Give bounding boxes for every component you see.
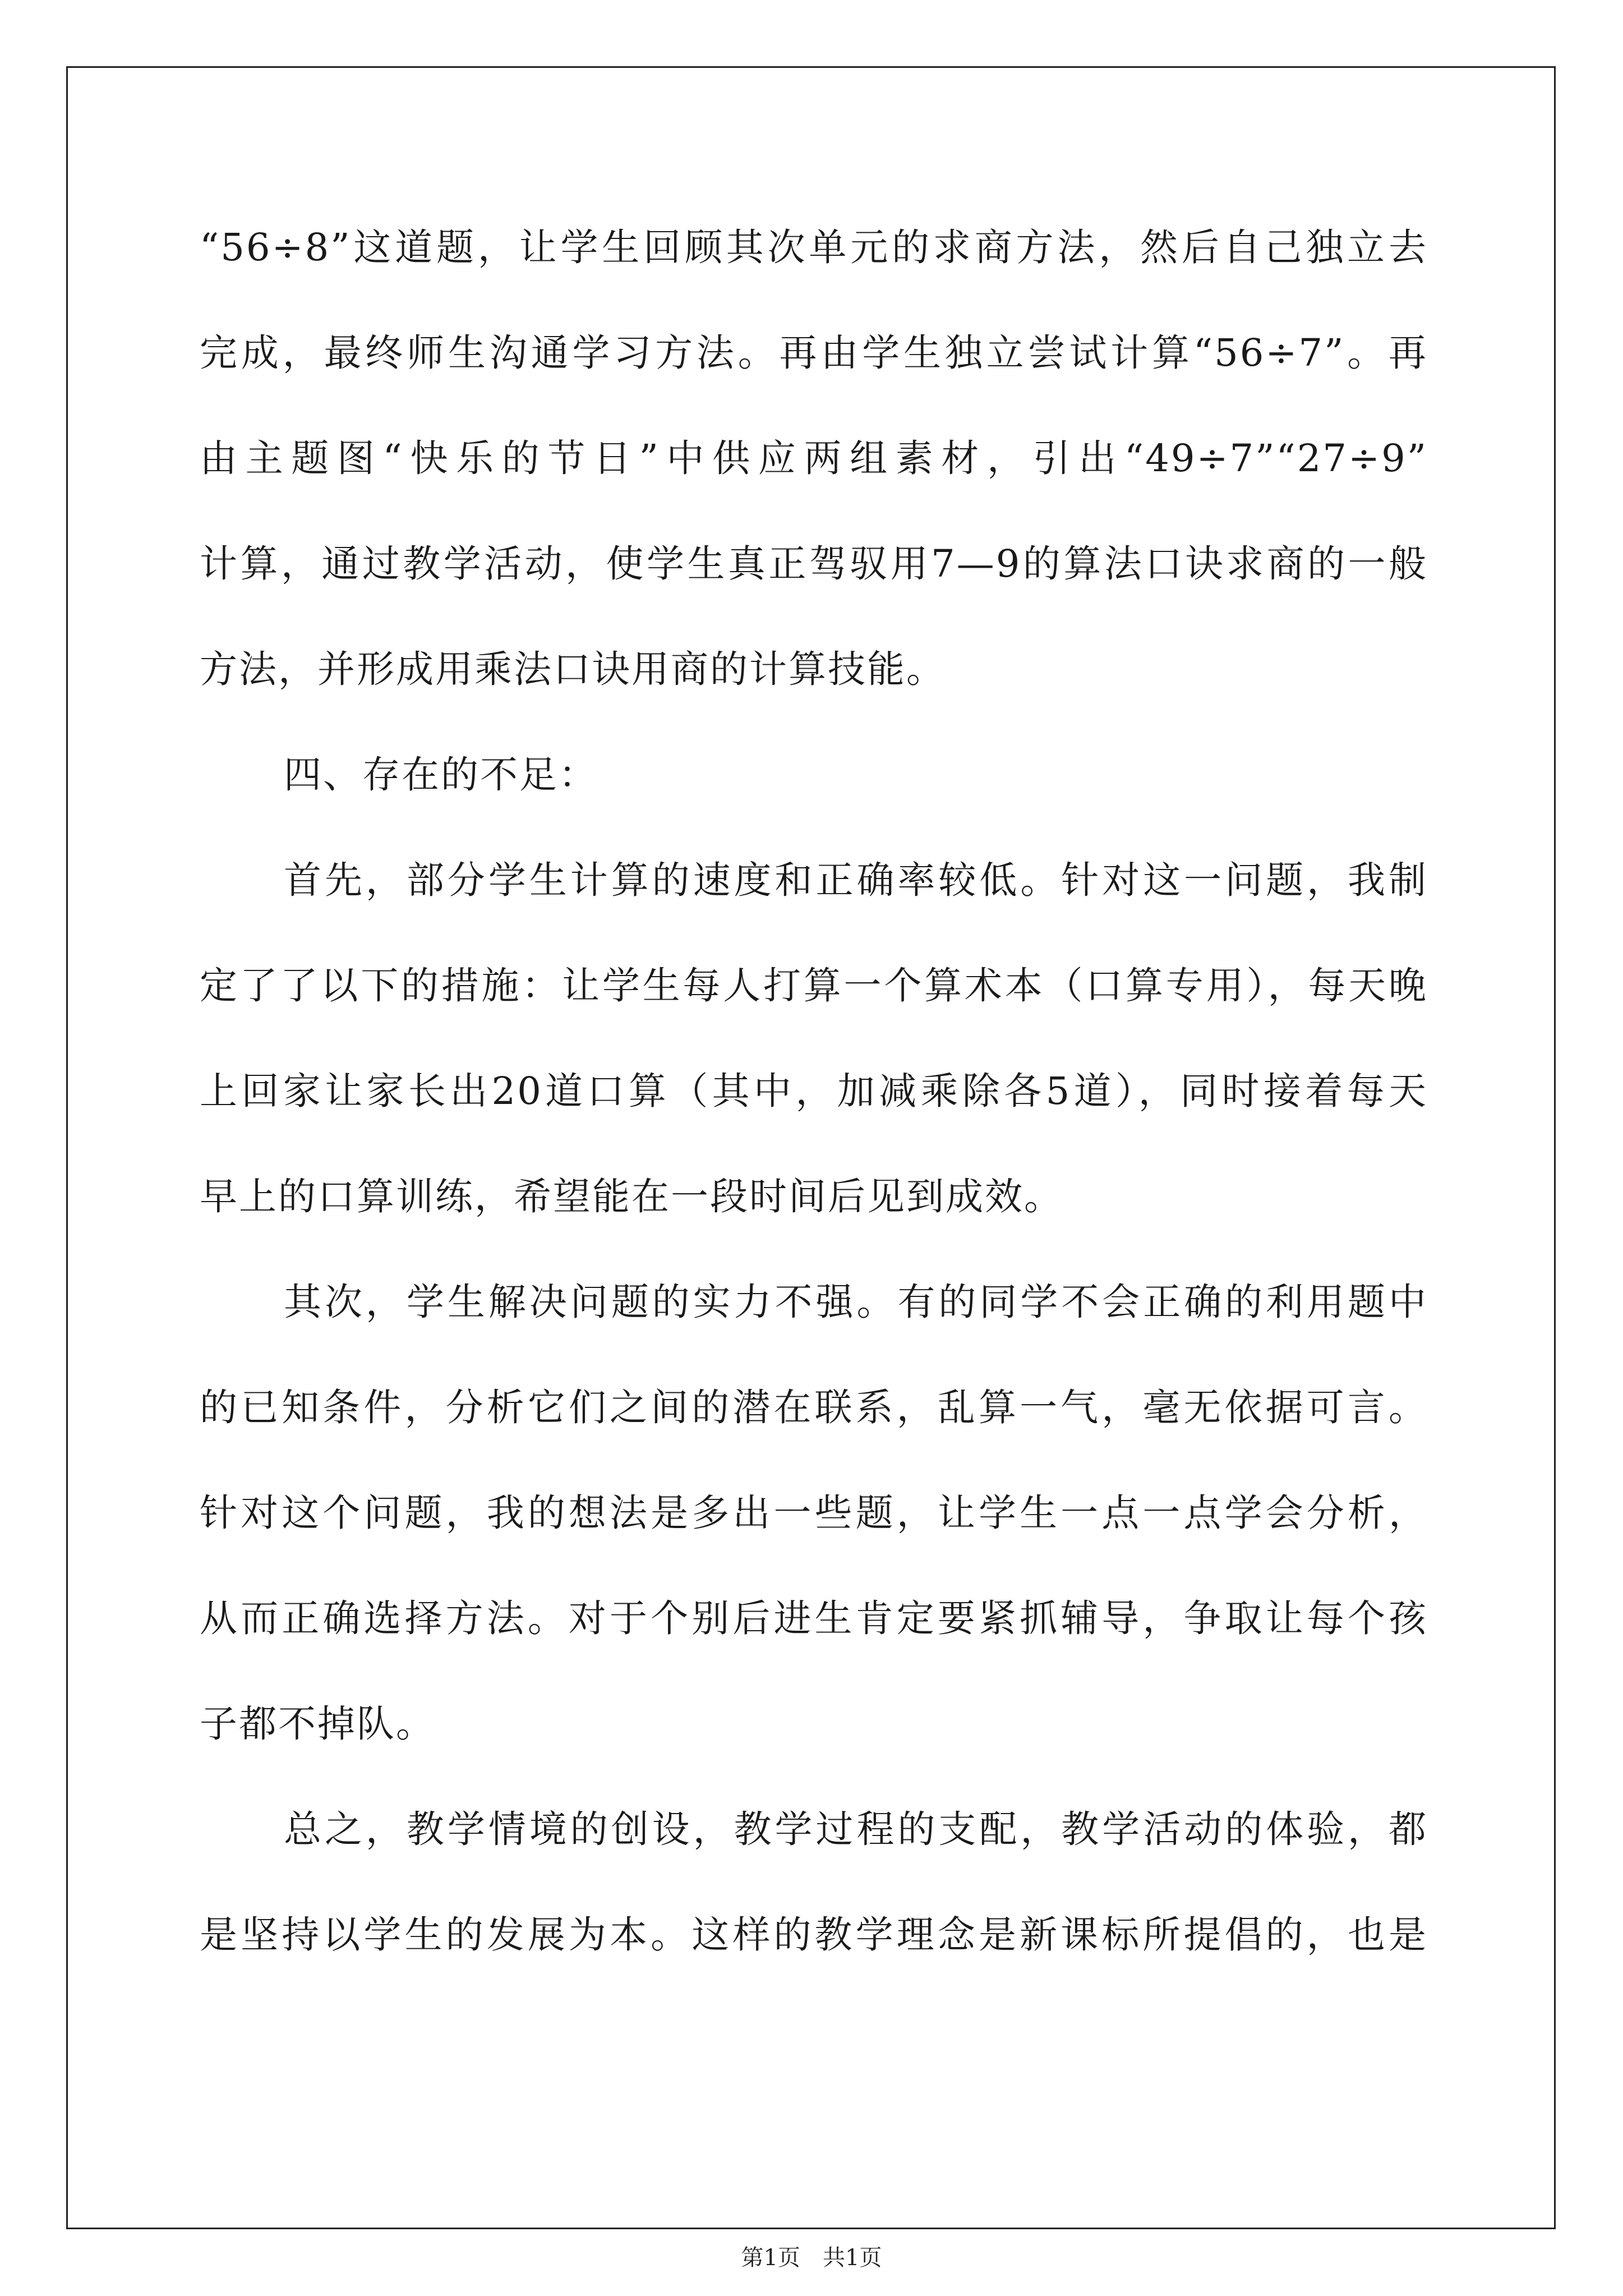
text-line: 的已知条件，分析它们之间的潜在联系，乱算一气，毫无依据可言。	[200, 1386, 1428, 1429]
document-body	[200, 222, 1428, 2015]
text-line: 完成，最终师生沟通学习方法。再由学生独立尝试计算“56÷7”。再	[200, 331, 1428, 375]
text-line: “56÷8”这道题，让学生回顾其次单元的求商方法，然后自己独立去	[200, 226, 1428, 269]
text-line: 针对这个问题，我的想法是多出一些题，让学生一点一点学会分析，	[200, 1491, 1428, 1535]
page-footer	[0, 2244, 1623, 2272]
section-heading: 四、存在的不足：	[284, 753, 598, 797]
page-total: 共1页	[823, 2245, 882, 2271]
text-line: 从而正确选择方法。对于个别后进生肯定要紧抓辅导，争取让每个孩	[200, 1596, 1428, 1640]
text-line: 方法，并形成用乘法口诀用商的计算技能。	[200, 647, 946, 691]
page-number: 第1页	[741, 2245, 800, 2271]
text-line: 早上的口算训练，希望能在一段时间后见到成效。	[200, 1175, 1063, 1218]
text-line: 其次，学生解决问题的实力不强。有的同学不会正确的利用题中	[284, 1280, 1428, 1324]
text-line: 定了了以下的措施：让学生每人打算一个算术本（口算专用），每天晚	[200, 964, 1428, 1007]
text-line: 由主题图“快乐的节日”中供应两组素材，引出“49÷7”“27÷9”	[200, 436, 1428, 480]
text-line: 总之，教学情境的创设，教学过程的支配，教学活动的体验，都	[284, 1807, 1428, 1851]
text-line: 首先，部分学生计算的速度和正确率较低。针对这一问题，我制	[284, 858, 1428, 902]
text-line: 是坚持以学生的发展为本。这样的教学理念是新课标所提倡的，也是	[200, 1913, 1428, 1957]
text-line: 子都不掉队。	[200, 1702, 435, 1746]
text-line: 上回家让家长出20道口算（其中，加减乘除各5道），同时接着每天	[200, 1069, 1428, 1113]
text-line: 计算，通过教学活动，使学生真正驾驭用7—9的算法口诀求商的一般	[200, 542, 1428, 586]
